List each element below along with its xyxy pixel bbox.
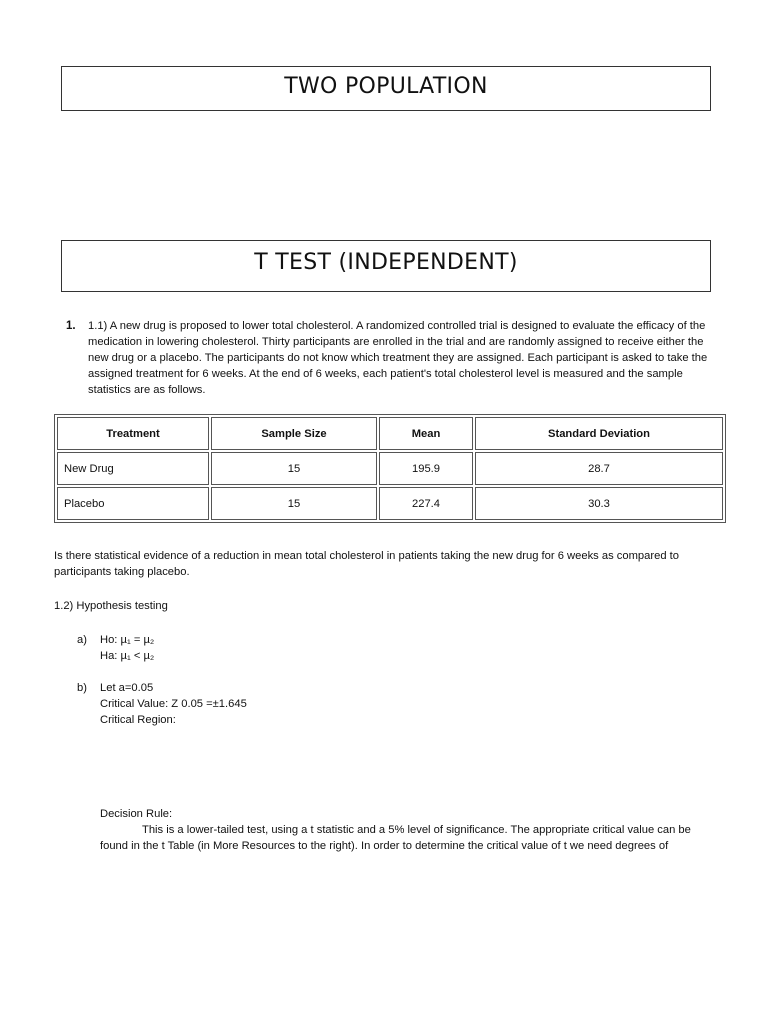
research-question: Is there statistical evidence of a reduction in mean total cholesterol in patients taking the new drug for 6 weeks as compared to participants taking placebo. xyxy=(54,550,679,578)
alternative-hypothesis: Ha: µ₁ < µ₂ xyxy=(100,650,155,662)
table-cell: New Drug xyxy=(57,452,209,485)
title-two-population: TWO POPULATION xyxy=(61,66,711,111)
sample-statistics-table xyxy=(54,414,726,523)
table-header-cell: Sample Size xyxy=(211,417,377,450)
decision-rule-label: Decision Rule: xyxy=(100,808,173,820)
critical-region: Critical Region: xyxy=(100,714,176,726)
problem-number: 1. xyxy=(66,320,76,332)
table-row xyxy=(57,452,723,485)
table-header-cell: Mean xyxy=(379,417,473,450)
decision-rule-text: This is a lower-tailed test, using a t statistic and a 5% level of significance. The appropriate critical value can be found in the t Table (in More Resources to the right). In order to determine the critical value of t we need degrees of xyxy=(100,824,691,852)
alpha-level: Let a=0.05 xyxy=(100,682,154,694)
table-header-row xyxy=(57,417,723,450)
hypotheses-block xyxy=(100,632,154,664)
table-cell: 15 xyxy=(211,452,377,485)
table-cell: 195.9 xyxy=(379,452,473,485)
critical-value: Critical Value: Z 0.05 =±1.645 xyxy=(100,698,247,710)
title-t-test-independent: T TEST (INDEPENDENT) xyxy=(61,240,711,292)
table-cell: 28.7 xyxy=(475,452,723,485)
table-cell: 15 xyxy=(211,487,377,520)
decision-rule-paragraph xyxy=(100,822,720,854)
table-header-cell: Standard Deviation xyxy=(475,417,723,450)
significance-block xyxy=(100,680,247,728)
table-cell: Placebo xyxy=(57,487,209,520)
table-cell: 30.3 xyxy=(475,487,723,520)
hypothesis-section-title: 1.2) Hypothesis testing xyxy=(54,600,168,612)
null-hypothesis: Ho: µ₁ = µ₂ xyxy=(100,634,155,646)
table-header-cell: Treatment xyxy=(57,417,209,450)
table-cell: 227.4 xyxy=(379,487,473,520)
item-a-marker: a) xyxy=(77,634,87,646)
problem-text: 1.1) A new drug is proposed to lower total cholesterol. A randomized controlled trial is designed to evaluate the efficacy of the medication in lowering cholesterol. Thirty participants are enrolled in the trial and are randomly assigned to receive either the new drug or a placebo. The participants do not know which treatment they are assigned. Each participant is asked to take the assigned treatment for 6 weeks. At the end of 6 weeks, each patient's total cholesterol level is measured and the sample statistics are as follows. xyxy=(88,320,708,396)
item-b-marker: b) xyxy=(77,682,87,694)
table-row xyxy=(57,487,723,520)
